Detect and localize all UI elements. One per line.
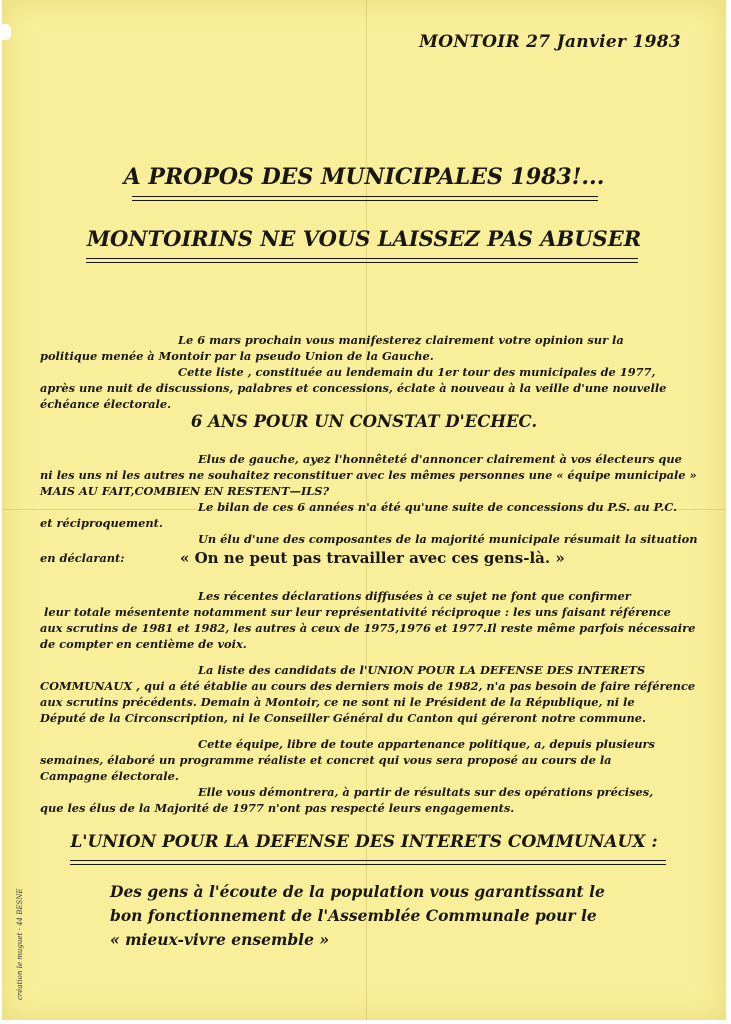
body-line: échéance électorale.	[40, 397, 172, 411]
body-line: Un élu d'une des composantes de la majorité municipale résumait la situation	[198, 532, 698, 546]
body-line: Cette liste , constituée au lendemain du 1er tour des municipales de 1977,	[178, 365, 656, 379]
printer-credit: création le muguet - 44 BESNE	[16, 888, 24, 1000]
body-line: en déclarant:	[40, 551, 125, 565]
body-line: Cette équipe, libre de toute appartenance politique, a, depuis plusieurs	[198, 737, 655, 751]
subtitle-double-rule	[86, 258, 638, 263]
closing-line: « mieux-vivre ensemble »	[110, 930, 330, 949]
body-line: Elus de gauche, ayez l'honnêteté d'annoncer clairement à vos électeurs que	[198, 452, 682, 466]
body-line: Campagne électorale.	[40, 769, 179, 783]
body-line: politique menée à Montoir par la pseudo Union de la Gauche.	[40, 349, 434, 363]
leaflet-page	[2, 0, 726, 1020]
body-line: que les élus de la Majorité de 1977 n'ont pas respecté leurs engagements.	[40, 801, 515, 815]
union-double-rule	[70, 860, 666, 865]
union-heading: L'UNION POUR LA DEFENSE DES INTERETS COMMUNAUX :	[70, 832, 658, 852]
title-double-rule	[132, 196, 598, 201]
closing-statement	[110, 880, 605, 952]
body-line: ni les uns ni les autres ne souhaitez reconstituer avec les mêmes personnes une « équipe municipale »	[40, 468, 697, 482]
body-line: COMMUNAUX , qui a été établie au cours des derniers mois de 1982, n'a pas besoin de faire référence	[40, 679, 696, 693]
body-line: aux scrutins de 1981 et 1982, les autres à ceux de 1975,1976 et 1977.Il reste même parfois nécessaire	[40, 621, 696, 635]
body-line: après une nuit de discussions, palabres et concessions, éclate à nouveau à la veille d'une nouvelle	[40, 381, 667, 395]
body-line: La liste des candidats de l'UNION POUR LA DEFENSE DES INTERETS	[198, 663, 646, 677]
main-title: A PROPOS DES MUNICIPALES 1983!...	[123, 164, 605, 190]
body-line: Le 6 mars prochain vous manifesterez clairement votre opinion sur la	[178, 333, 624, 347]
body-line: et réciproquement.	[40, 516, 163, 530]
punch-hole	[2, 24, 11, 40]
closing-line: bon fonctionnement de l'Assemblée Communale pour le	[110, 906, 597, 925]
body-line: de compter en centième de voix.	[40, 637, 247, 651]
body-line: leur totale mésentente notamment sur leur représentativité réciproque : les uns faisant référence	[44, 605, 671, 619]
section-heading: 6 ANS POUR UN CONSTAT D'ECHEC.	[190, 412, 538, 431]
body-line: Elle vous démontrera, à partir de résultats sur des opérations précises,	[198, 785, 654, 799]
subtitle: MONTOIRINS NE VOUS LAISSEZ PAS ABUSER	[86, 226, 642, 251]
quoted-statement: « On ne peut pas travailler avec ces gens-là. »	[180, 549, 565, 567]
body-line: Député de la Circonscription, ni le Conseiller Général du Canton qui géreront notre commune.	[40, 711, 646, 725]
body-line: Les récentes déclarations diffusées à ce sujet ne font que confirmer	[198, 589, 631, 603]
date-line: MONTOIR 27 Janvier 1983	[419, 32, 681, 52]
closing-line: Des gens à l'écoute de la population vous garantissant le	[110, 882, 605, 901]
body-line: aux scrutins précédents. Demain à Montoir, ce ne sont ni le Président de la République, ni le	[40, 695, 635, 709]
body-line: Le bilan de ces 6 années n'a été qu'une suite de concessions du P.S. au P.C.	[198, 500, 678, 514]
body-line: semaines, élaboré un programme réaliste et concret qui vous sera proposé au cours de la	[40, 753, 612, 767]
body-line: MAIS AU FAIT,COMBIEN EN RESTENT—ILS?	[40, 484, 330, 498]
